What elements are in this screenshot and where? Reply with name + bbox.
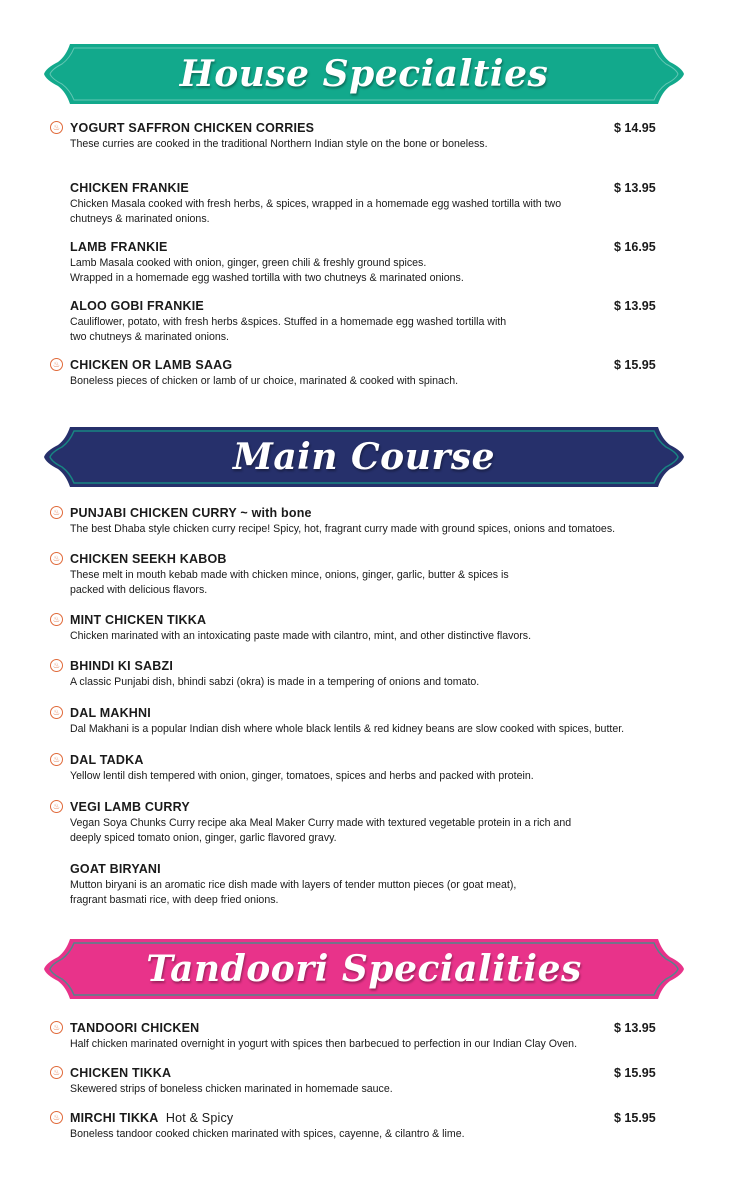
item-price: $ 14.95 <box>614 121 656 135</box>
chili-icon: ♨ <box>50 552 63 565</box>
item-name: CHICKEN FRANKIE <box>70 181 189 195</box>
item-price: $ 13.95 <box>614 181 656 195</box>
item-description: These curries are cooked in the traditional Northern Indian style on the bone or boneless. <box>70 138 488 150</box>
menu-item <box>52 613 710 644</box>
section-title: Main Course <box>232 436 496 478</box>
item-description: Skewered strips of boneless chicken marinated in homemade sauce. <box>70 1083 393 1095</box>
item-name: CHICKEN SEEKH KABOB <box>70 552 227 566</box>
item-description: Chicken Masala cooked with fresh herbs, & spices, wrapped in a homemade egg washed tortilla with two chutneys & marinated onions. <box>70 198 562 225</box>
menu-item <box>52 800 710 845</box>
menu-item <box>52 1021 710 1052</box>
item-note: Hot & Spicy <box>165 1111 234 1125</box>
menu-item <box>52 552 710 597</box>
menu-item <box>70 862 710 907</box>
menu-item <box>52 506 710 537</box>
item-price: $ 15.95 <box>614 1111 656 1125</box>
item-name: MIRCHI TIKKA Hot & Spicy <box>70 1111 234 1125</box>
chili-icon: ♨ <box>50 800 63 813</box>
chili-icon: ♨ <box>50 121 63 134</box>
chili-icon: ♨ <box>50 358 63 371</box>
menu-item <box>52 358 710 389</box>
banner-main <box>44 425 684 489</box>
item-name: DAL MAKHNI <box>70 706 151 720</box>
item-description: These melt in mouth kebab made with chicken mince, onions, ginger, garlic, butter & spices is packed with delicious flavors. <box>70 569 509 596</box>
item-name: CHICKEN OR LAMB SAAG <box>70 358 233 372</box>
chili-icon: ♨ <box>50 1021 63 1034</box>
chili-icon: ♨ <box>50 659 63 672</box>
section-title: Tandoori Specialities <box>146 948 582 990</box>
menu-item <box>52 1111 710 1142</box>
item-name: VEGI LAMB CURRY <box>70 800 190 814</box>
item-price: $ 13.95 <box>614 299 656 313</box>
item-name: MINT CHICKEN TIKKA <box>70 613 207 627</box>
chili-icon: ♨ <box>50 506 63 519</box>
item-name: DAL TADKA <box>70 753 144 767</box>
item-name: GOAT BIRYANI <box>70 862 161 876</box>
item-price: $ 15.95 <box>614 358 656 372</box>
item-price: $ 16.95 <box>614 240 656 254</box>
item-description: Boneless tandoor cooked chicken marinated with spices, cayenne, & cilantro & lime. <box>70 1128 465 1140</box>
menu-item <box>70 240 710 285</box>
item-description: Boneless pieces of chicken or lamb of ur choice, marinated & cooked with spinach. <box>70 375 459 387</box>
item-description: Yellow lentil dish tempered with onion, ginger, tomatoes, spices and herbs and packed with protein. <box>70 770 534 782</box>
chili-icon: ♨ <box>50 1111 63 1124</box>
item-description: Cauliflower, potato, with fresh herbs &spices. Stuffed in a homemade egg washed tortilla with two chutneys & marinated onions. <box>70 316 507 343</box>
item-description: Lamb Masala cooked with onion, ginger, green chili & freshly ground spices. Wrapped in a homemade egg washed tortilla with two chutneys & marinated onions. <box>70 257 464 284</box>
item-name: CHICKEN TIKKA <box>70 1066 172 1080</box>
item-description: Mutton biryani is an aromatic rice dish made with layers of tender mutton pieces (or goat meat), fragrant basmati rice, with deep fried onions. <box>70 879 517 906</box>
menu-item <box>52 706 710 737</box>
menu-item <box>52 659 710 690</box>
item-description: The best Dhaba style chicken curry recipe! Spicy, hot, fragrant curry made with ground spices, onions and tomatoes. <box>70 523 616 535</box>
item-price: $ 13.95 <box>614 1021 656 1035</box>
item-name: BHINDI KI SABZI <box>70 659 173 673</box>
item-name: YOGURT SAFFRON CHICKEN CORRIES <box>70 121 315 135</box>
chili-icon: ♨ <box>50 706 63 719</box>
menu-item <box>52 753 710 784</box>
section-title: House Specialties <box>179 53 549 95</box>
chili-icon: ♨ <box>50 1066 63 1079</box>
item-name: ALOO GOBI FRANKIE <box>70 299 204 313</box>
menu-item <box>52 1066 710 1097</box>
item-description: Dal Makhani is a popular Indian dish where whole black lentils & red kidney beans are slow cooked with spices, butter. <box>70 723 625 735</box>
item-description: A classic Punjabi dish, bhindi sabzi (okra) is made in a tempering of onions and tomato. <box>70 676 480 688</box>
item-description: Chicken marinated with an intoxicating paste made with cilantro, mint, and other distinctive flavors. <box>70 630 532 642</box>
menu-item <box>52 121 710 152</box>
item-description: Vegan Soya Chunks Curry recipe aka Meal Maker Curry made with textured vegetable protein in a rich and deeply spiced tomato onion, ginger, garlic flavored gravy. <box>70 817 572 844</box>
item-name: PUNJABI CHICKEN CURRY ~ with bone <box>70 506 312 520</box>
menu-item <box>70 181 710 226</box>
chili-icon: ♨ <box>50 753 63 766</box>
item-name: TANDOORI CHICKEN <box>70 1021 200 1035</box>
banner-tandoori <box>44 937 684 1001</box>
menu-item <box>70 299 710 344</box>
chili-icon: ♨ <box>50 613 63 626</box>
item-description: Half chicken marinated overnight in yogurt with spices then barbecued to perfection in our Indian Clay Oven. <box>70 1038 578 1050</box>
item-name: LAMB FRANKIE <box>70 240 168 254</box>
item-price: $ 15.95 <box>614 1066 656 1080</box>
banner-house <box>44 42 684 106</box>
